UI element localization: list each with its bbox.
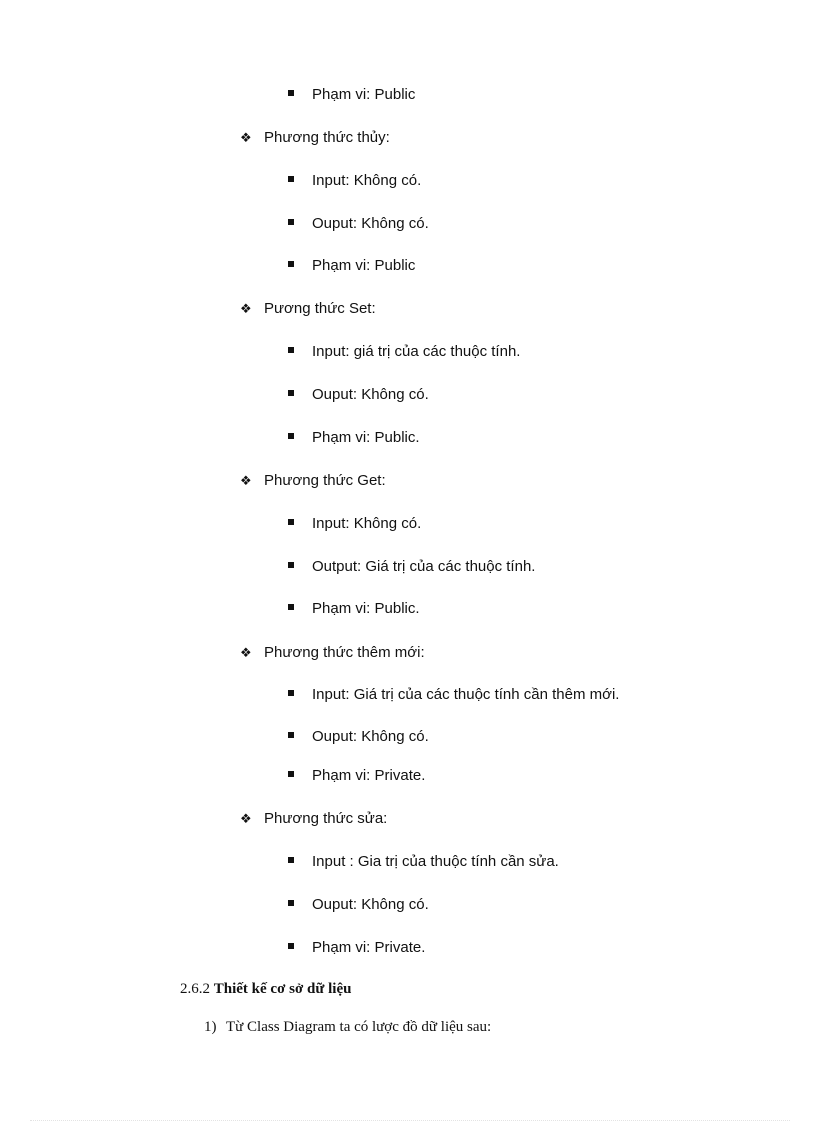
bullet-item: Phạm vi: Public (288, 86, 415, 103)
square-bullet-icon (288, 857, 294, 863)
square-bullet-icon (288, 690, 294, 696)
square-bullet-icon (288, 261, 294, 267)
square-bullet-icon (288, 732, 294, 738)
section-number: 2.6.2 (180, 981, 210, 997)
section-title: Thiết kế cơ sở dữ liệu (213, 981, 352, 997)
item-number: 1) (204, 1019, 217, 1035)
bullet-item: Phạm vi: Public (288, 257, 415, 274)
diamond-bullet-icon: ❖ (240, 811, 252, 826)
bullet-item: Output: Giá trị của các thuộc tính. (288, 558, 535, 575)
square-bullet-icon (288, 390, 294, 396)
bullet-item: Phạm vi: Public. (288, 429, 420, 446)
square-bullet-icon (288, 433, 294, 439)
method-heading: ❖ Pương thức Set: (240, 300, 376, 317)
bullet-item: Phạm vi: Private. (288, 939, 425, 956)
diamond-bullet-icon: ❖ (240, 645, 252, 660)
item-text: Từ Class Diagram ta có lược đồ dữ liệu sau: (226, 1019, 492, 1035)
section-heading (180, 981, 351, 998)
square-bullet-icon (288, 943, 294, 949)
diamond-bullet-icon: ❖ (240, 130, 252, 145)
square-bullet-icon (288, 347, 294, 353)
square-bullet-icon (288, 176, 294, 182)
square-bullet-icon (288, 519, 294, 525)
bullet-item: Phạm vi: Private. (288, 767, 425, 784)
numbered-item (204, 1019, 491, 1036)
diamond-bullet-icon: ❖ (240, 301, 252, 316)
bullet-item: Ouput: Không có. (288, 896, 429, 913)
bullet-item: Input: Không có. (288, 172, 421, 189)
square-bullet-icon (288, 900, 294, 906)
square-bullet-icon (288, 771, 294, 777)
bullet-item: Input : Gia trị của thuộc tính cần sửa. (288, 853, 559, 870)
square-bullet-icon (288, 604, 294, 610)
square-bullet-icon (288, 562, 294, 568)
diamond-bullet-icon: ❖ (240, 473, 252, 488)
method-heading: ❖ Phương thức Get: (240, 472, 386, 489)
square-bullet-icon (288, 90, 294, 96)
square-bullet-icon (288, 219, 294, 225)
bullet-item: Ouput: Không có. (288, 215, 429, 232)
page-bottom-divider (30, 1120, 790, 1121)
bullet-item: Ouput: Không có. (288, 728, 429, 745)
method-heading: ❖ Phương thức thêm mới: (240, 644, 425, 661)
bullet-item: Ouput: Không có. (288, 386, 429, 403)
bullet-item: Phạm vi: Public. (288, 600, 420, 617)
bullet-item: Input: Không có. (288, 515, 421, 532)
bullet-item: Input: Giá trị của các thuộc tính cần thêm mới. (288, 686, 619, 703)
bullet-item: Input: giá trị của các thuộc tính. (288, 343, 520, 360)
method-heading: ❖ Phương thức sửa: (240, 810, 388, 827)
method-heading: ❖ Phương thức thủy: (240, 129, 390, 146)
